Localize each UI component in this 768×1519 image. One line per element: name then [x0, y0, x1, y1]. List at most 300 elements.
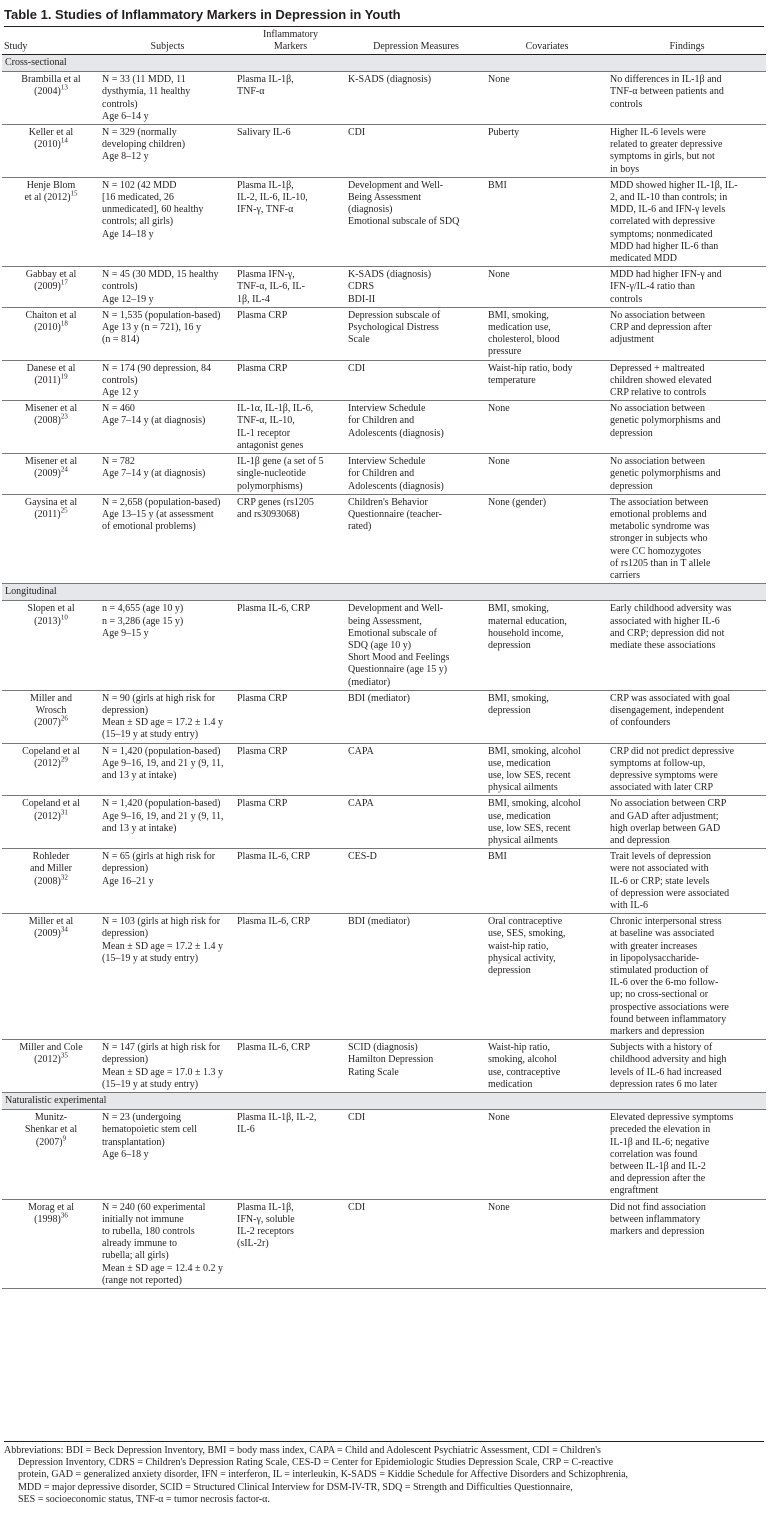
study-line [4, 798, 98, 810]
covariates-line: None (gender) [488, 496, 547, 508]
covariates-cell [486, 401, 608, 454]
study-line [4, 506, 98, 521]
covariates-cell [486, 1040, 608, 1093]
reference-number: 17 [60, 279, 68, 288]
subjects-line: depression) [102, 863, 149, 875]
findings-line: Depressed + maltreated [610, 362, 705, 374]
header-subjects: Subjects [100, 29, 235, 55]
subjects-line: N = 65 (girls at high risk for [102, 851, 216, 863]
covariates-cell [486, 914, 608, 1040]
study-line [4, 456, 98, 468]
study-cell [2, 360, 100, 401]
subjects-line: N = 1,535 (population-based) [102, 309, 221, 321]
subjects-cell [100, 401, 235, 454]
findings-line: CRP relative to controls [610, 387, 707, 399]
subjects-line: to rubella, 180 controls [102, 1226, 195, 1238]
table-row [2, 1110, 766, 1199]
findings-line: engraftment [610, 1185, 659, 1197]
table-row [2, 267, 766, 308]
measures-line: Adolescents (diagnosis) [348, 427, 444, 439]
study-text: Miller and Cole [19, 1042, 83, 1054]
study-text: (1998) [34, 1213, 61, 1225]
study-line [4, 136, 98, 151]
markers-line: TNF-α [237, 86, 265, 98]
reference-number: 14 [60, 136, 68, 145]
study-line [4, 319, 98, 334]
findings-line: depressive symptoms were [610, 769, 718, 781]
study-text: (2012) [34, 810, 61, 822]
measures-line: Children's Behavior [348, 496, 428, 508]
covariates-line: None [488, 269, 510, 281]
subjects-cell [100, 914, 235, 1040]
findings-line: correlation was found [610, 1148, 698, 1160]
study-cell [2, 849, 100, 914]
findings-line: carriers [610, 569, 640, 581]
covariates-line: Puberty [488, 127, 520, 139]
measures-line: being Assessment, [348, 615, 422, 627]
study-text: Copeland et al [22, 798, 80, 810]
findings-cell [608, 601, 766, 690]
study-line [4, 1124, 98, 1136]
subjects-line: controls) [102, 281, 138, 293]
findings-line: prospective associations were [610, 1001, 729, 1013]
findings-line: No association between [610, 309, 705, 321]
findings-line: between IL-1β and IL-2 [610, 1161, 706, 1173]
measures-line: CAPA [348, 745, 374, 757]
header-markers [235, 29, 346, 55]
findings-line: childhood adversity and high [610, 1054, 727, 1066]
measures-line: CES-D [348, 851, 377, 863]
subjects-line: n = 4,655 (age 10 y) [102, 603, 184, 615]
reference-number: 18 [60, 319, 68, 328]
study-text: (2004) [34, 86, 61, 98]
covariates-line: medication [488, 1078, 533, 1090]
findings-line: No association between CRP [610, 798, 727, 810]
findings-line: IL-1β and IL-6; negative [610, 1136, 710, 1148]
study-text: Gabbay et al [25, 269, 77, 281]
subjects-line: Age 14–18 y [102, 228, 154, 240]
measures-cell [346, 690, 486, 743]
study-line [4, 851, 98, 863]
measures-cell [346, 494, 486, 583]
findings-cell [608, 307, 766, 360]
measures-line: SCID (diagnosis) [348, 1042, 418, 1054]
study-line [4, 808, 98, 823]
findings-cell [608, 1199, 766, 1288]
study-line [4, 497, 98, 509]
markers-line: Plasma IFN-γ, [237, 269, 295, 281]
findings-cell [608, 401, 766, 454]
subjects-cell [100, 494, 235, 583]
findings-line: and GAD after adjustment; [610, 810, 719, 822]
covariates-cell [486, 743, 608, 796]
findings-line: emotional problems and [610, 508, 707, 520]
findings-cell [608, 177, 766, 266]
measures-line: Questionnaire (age 15 y) [348, 664, 448, 676]
study-text: Keller et al [28, 127, 74, 139]
findings-line: preceded the elevation in [610, 1124, 711, 1136]
markers-line: Plasma CRP [237, 745, 288, 757]
table-row [2, 796, 766, 849]
table-row [2, 454, 766, 495]
covariates-line: None [488, 74, 510, 86]
study-text: Gaysina et al [24, 496, 78, 508]
study-line [4, 415, 98, 427]
reference-number: 35 [60, 1052, 68, 1061]
covariates-line: use, SES, smoking, [488, 928, 566, 940]
findings-line: Subjects with a history of [610, 1042, 713, 1054]
measures-cell [346, 125, 486, 178]
covariates-line: BMI [488, 851, 507, 863]
subjects-line: dysthymia, 11 healthy [102, 86, 191, 98]
markers-cell [235, 454, 346, 495]
measures-line: (mediator) [348, 676, 391, 688]
study-line [4, 465, 98, 480]
subjects-line: Age 12 y [102, 387, 139, 399]
subjects-line: Age 6–18 y [102, 1148, 149, 1160]
study-line [4, 1054, 98, 1066]
subjects-line: N = 329 (normally [102, 127, 177, 139]
abbreviations-line: Depression Inventory, CDRS = Children's Depression Rating Scale, CES-D = Center for Epidemiologic Studies Depression Scale, CRP = C-reactive [18, 1457, 614, 1469]
findings-line: MDD, IL-6 and IFN-γ levels [610, 204, 726, 216]
subjects-line: N = 33 (11 MDD, 11 [102, 74, 186, 86]
markers-line: (sIL-2r) [237, 1238, 269, 1250]
reference-number: 32 [60, 873, 68, 882]
measures-line: Scale [348, 334, 370, 346]
subjects-line: Age 7–14 y (at diagnosis) [102, 468, 206, 480]
findings-cell [608, 743, 766, 796]
covariates-line: use, low SES, recent [488, 822, 571, 834]
markers-line: IL-1 receptor [237, 427, 291, 439]
findings-line: associated with higher IL-6 [610, 615, 720, 627]
measures-line: Hamilton Depression [348, 1054, 434, 1066]
markers-line: Plasma IL-6, CRP [237, 916, 311, 928]
table-title: Table 1. Studies of Inflammatory Markers in Depression in Youth [4, 7, 764, 27]
subjects-cell [100, 177, 235, 266]
header-measures: Depression Measures [346, 29, 486, 55]
subjects-line: initially not immune [102, 1213, 184, 1225]
reference-number: 31 [60, 808, 68, 817]
findings-line: No differences in IL-1β and [610, 74, 722, 86]
covariates-line: None [488, 1201, 510, 1213]
markers-line: 1β, IL-4 [237, 293, 270, 305]
covariates-line: Waist-hip ratio, body [488, 362, 573, 374]
subjects-line: Age 9–16, 19, and 21 y (9, 11, [102, 810, 224, 822]
covariates-line: depression [488, 704, 531, 716]
markers-cell [235, 125, 346, 178]
markers-cell [235, 401, 346, 454]
study-line [4, 403, 98, 415]
findings-line: high overlap between GAD [610, 822, 721, 834]
markers-line: Salivary IL-6 [237, 127, 291, 139]
measures-cell [346, 914, 486, 1040]
markers-line: IL-6 [237, 1124, 255, 1136]
measures-cell [346, 177, 486, 266]
findings-line: markers and depression [610, 1226, 705, 1238]
study-line [4, 189, 98, 204]
covariates-line: use, low SES, recent [488, 769, 571, 781]
findings-line: MDD had higher IFN-γ and [610, 269, 722, 281]
markers-cell [235, 267, 346, 308]
findings-line: with IL-6 [610, 900, 649, 911]
covariates-line: depression [488, 639, 531, 651]
findings-line: between inflammatory [610, 1213, 701, 1225]
study-line [4, 863, 98, 875]
abbreviations-line: protein, GAD = generalized anxiety disorder, IFN = interferon, IL = interleukin, K-SADS = Kiddie Schedule for Affective Disorders and Schizophrenia, [18, 1469, 629, 1481]
measures-line: CDI [348, 362, 366, 374]
subjects-cell [100, 454, 235, 495]
covariates-cell [486, 454, 608, 495]
covariates-line: smoking, alcohol [488, 1054, 557, 1066]
subjects-cell [100, 1110, 235, 1199]
covariates-cell [486, 267, 608, 308]
study-text: (2012) [34, 1054, 61, 1066]
subjects-line: and 13 y at intake) [102, 822, 177, 834]
markers-cell [235, 1199, 346, 1288]
measures-line: BDI (mediator) [348, 692, 410, 704]
measures-line: BDI-II [348, 293, 376, 305]
reference-number: 15 [70, 189, 78, 198]
covariates-line: physical activity, [488, 952, 556, 964]
study-cell [2, 914, 100, 1040]
study-line [4, 281, 98, 293]
findings-line: disengagement, independent [610, 704, 724, 716]
covariates-line: None [488, 456, 510, 468]
subjects-cell [100, 72, 235, 125]
measures-cell [346, 401, 486, 454]
markers-cell [235, 177, 346, 266]
measures-line: Development and Well- [348, 179, 444, 191]
study-cell [2, 1110, 100, 1199]
study-line [4, 1134, 98, 1149]
measures-line: Interview Schedule [348, 403, 426, 415]
subjects-line: (n = 814) [102, 334, 140, 346]
study-text: (2011) [34, 374, 61, 386]
subjects-cell [100, 1040, 235, 1093]
covariates-line: maternal education, [488, 615, 567, 627]
subjects-line: Age 13 y (n = 721), 16 y [102, 322, 201, 334]
header-covariates: Covariates [486, 29, 608, 55]
subjects-cell [100, 267, 235, 308]
study-line [4, 693, 98, 705]
table-row [2, 743, 766, 796]
study-cell [2, 690, 100, 743]
findings-cell [608, 796, 766, 849]
markers-line: Plasma IL-1β, [237, 179, 294, 191]
markers-cell [235, 601, 346, 690]
study-line [4, 269, 98, 281]
study-line [4, 1112, 98, 1124]
study-cell [2, 267, 100, 308]
markers-line: Plasma CRP [237, 692, 288, 704]
reference-number: 23 [60, 413, 68, 422]
study-line [4, 613, 98, 628]
study-cell [2, 454, 100, 495]
covariates-cell [486, 601, 608, 690]
subjects-line: developing children) [102, 139, 186, 151]
markers-line: Plasma IL-6, CRP [237, 851, 311, 863]
study-line [4, 928, 98, 940]
abbreviations-footnote [4, 1441, 764, 1506]
reference-number: 10 [60, 613, 68, 622]
findings-line: stimulated production of [610, 965, 709, 977]
table-row [2, 401, 766, 454]
markers-line: TNF-α, IL-6, IL- [237, 281, 305, 293]
study-text: (2010) [34, 139, 61, 151]
subjects-line: N = 45 (30 MDD, 15 healthy [102, 269, 219, 281]
subjects-cell [100, 796, 235, 849]
findings-line: Higher IL-6 levels were [610, 127, 706, 139]
subjects-line: depression) [102, 704, 149, 716]
markers-cell [235, 72, 346, 125]
findings-line: in lipopolysaccharide- [610, 952, 700, 964]
findings-line: genetic polymorphisms and [610, 415, 721, 427]
study-text: (2009) [34, 928, 61, 940]
study-text: et al (2012) [24, 192, 71, 204]
subjects-line: Age 16–21 y [102, 875, 154, 887]
measures-line: SDQ (age 10 y) [348, 639, 412, 651]
measures-line: Short Mood and Feelings [348, 652, 450, 664]
covariates-line: depression [488, 965, 531, 977]
measures-line: Adolescents (diagnosis) [348, 480, 444, 492]
covariates-cell [486, 125, 608, 178]
findings-line: symptoms in girls, but not [610, 151, 715, 163]
findings-line: controls [610, 98, 643, 110]
abbreviations-line: Abbreviations: BDI = Beck Depression Inventory, BMI = body mass index, CAPA = Child and Adolescent Psychiatric Assessment, CDI = Children's [4, 1445, 601, 1456]
markers-cell [235, 307, 346, 360]
study-text: Miller et al [28, 916, 74, 928]
study-text: Morag et al [27, 1201, 75, 1213]
subjects-line: N = 240 (60 experimental [102, 1201, 206, 1213]
findings-line: depression rates 6 mo later [610, 1078, 718, 1090]
subjects-line: N = 102 (42 MDD [102, 179, 177, 191]
findings-line: and depression after the [610, 1173, 706, 1185]
reference-number: 13 [60, 84, 68, 93]
covariates-line: use, contraceptive [488, 1066, 561, 1078]
study-text: (2009) [34, 468, 61, 480]
findings-cell [608, 72, 766, 125]
study-cell [2, 494, 100, 583]
study-text: Copeland et al [22, 745, 80, 757]
covariates-cell [486, 177, 608, 266]
reference-number: 26 [60, 714, 68, 723]
measures-line: BDI (mediator) [348, 916, 410, 928]
covariates-cell [486, 690, 608, 743]
covariates-line: BMI, smoking, alcohol [488, 745, 581, 757]
measures-cell [346, 601, 486, 690]
findings-line: medicated MDD [610, 253, 677, 265]
findings-line: adjustment [610, 334, 654, 346]
markers-cell [235, 494, 346, 583]
study-cell [2, 743, 100, 796]
study-line [4, 755, 98, 770]
subjects-line: depression) [102, 1054, 149, 1066]
covariates-line: physical ailments [488, 782, 558, 794]
measures-line: CDRS [348, 281, 375, 293]
study-line [4, 916, 98, 928]
markers-cell [235, 796, 346, 849]
study-cell [2, 177, 100, 266]
measures-line: Depression subscale of [348, 309, 441, 321]
measures-cell [346, 307, 486, 360]
header-markers-line: Markers [273, 40, 308, 52]
study-text: Henje Blom [26, 179, 76, 191]
subjects-line: (range not reported) [102, 1274, 182, 1286]
subjects-line: N = 782 [102, 456, 135, 468]
study-text: Munitz- [34, 1112, 68, 1124]
subjects-line: Mean ± SD age = 17.2 ± 1.4 y [102, 717, 224, 729]
study-line [4, 873, 98, 888]
findings-line: children showed elevated [610, 374, 712, 386]
reference-number: 34 [60, 926, 68, 935]
findings-line: depression [610, 480, 653, 492]
table-row [2, 307, 766, 360]
study-line [4, 127, 98, 139]
covariates-cell [486, 360, 608, 401]
covariates-line: waist-hip ratio, [488, 940, 549, 952]
study-line [4, 86, 98, 98]
findings-line: metabolic syndrome was [610, 521, 710, 533]
study-cell [2, 1199, 100, 1288]
findings-line: symptoms at follow-up, [610, 757, 706, 769]
table-row [2, 360, 766, 401]
findings-line: in boys [610, 163, 640, 175]
subjects-cell [100, 307, 235, 360]
reference-number: 36 [60, 1211, 68, 1220]
measures-cell [346, 743, 486, 796]
study-text: Shenkar et al [24, 1124, 78, 1136]
subjects-line: N = 174 (90 depression, 84 [102, 362, 211, 374]
measures-line: Psychological Distress [348, 322, 439, 334]
section-row [2, 1093, 766, 1110]
study-text: Misener et al [24, 403, 78, 415]
subjects-line: N = 1,420 (population-based) [102, 798, 221, 810]
study-line [4, 746, 98, 758]
markers-cell [235, 914, 346, 1040]
findings-line: No association between [610, 403, 705, 415]
covariates-line: BMI, smoking, [488, 603, 549, 615]
findings-line: up; no cross-sectional or [610, 989, 709, 1001]
subjects-cell [100, 360, 235, 401]
findings-line: and depression [610, 834, 670, 846]
findings-cell [608, 1040, 766, 1093]
subjects-line: of emotional problems) [102, 521, 196, 533]
measures-line: CDI [348, 127, 366, 139]
findings-line: 2, and IL-10 than controls; in [610, 192, 728, 204]
measures-line: (diagnosis) [348, 204, 393, 216]
markers-line: IL-2, IL-6, IL-10, [237, 192, 308, 204]
measures-cell [346, 1040, 486, 1093]
covariates-cell [486, 1110, 608, 1199]
study-line [4, 180, 98, 192]
markers-line: polymorphisms) [237, 480, 303, 492]
markers-line: IL-2 receptors [237, 1226, 294, 1238]
findings-line: correlated with depressive [610, 216, 715, 228]
findings-cell [608, 849, 766, 914]
measures-line: CDI [348, 1201, 366, 1213]
findings-line: were CC homozygotes [610, 545, 702, 557]
covariates-line: household income, [488, 627, 564, 639]
measures-cell [346, 1110, 486, 1199]
covariates-line: BMI, smoking, alcohol [488, 798, 581, 810]
study-text: (2010) [34, 322, 61, 334]
header-findings: Findings [608, 29, 766, 55]
covariates-line: use, medication [488, 757, 551, 769]
findings-line: of confounders [610, 717, 671, 729]
subjects-line: Age 13–15 y (at assessment [102, 508, 214, 520]
study-text: and Miller [30, 863, 72, 875]
study-text: Brambilla et al [21, 74, 81, 86]
